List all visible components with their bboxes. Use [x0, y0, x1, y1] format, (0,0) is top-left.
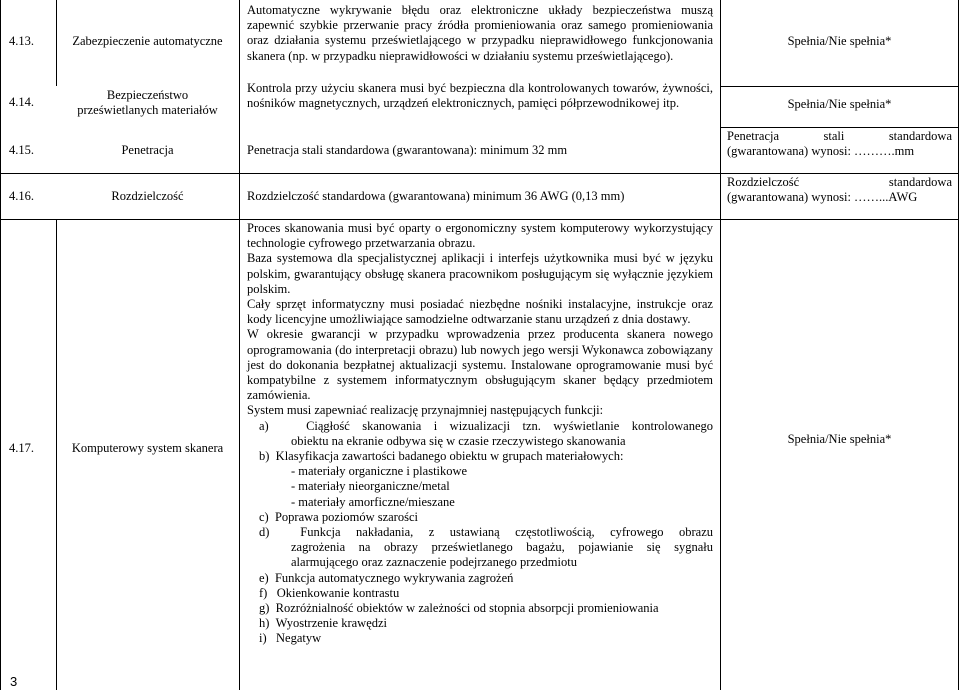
- row-answer-4-16-line1: Rozdzielczość standardowa: [727, 175, 952, 189]
- row-number-4-16: 4.16.: [9, 189, 34, 203]
- list-item-a: a) Ciągłość skanowania i wizualizacji tzn. wyświetlanie kontrolowanego: [259, 418, 713, 433]
- row-desc-4-17: [247, 221, 713, 647]
- row-name-4-17: Komputerowy system skanera: [71, 441, 224, 455]
- desc-paragraph-3: Cały sprzęt informatyczny musi posiadać niezbędne nośniki instalacyjne, instrukcje oraz kody licencyjne umożliwiające samodzielne odtwarzanie stanu urządzeń z dnia dostawy.: [247, 297, 713, 327]
- row-answer-4-13: Spełnia/Nie spełnia*: [787, 34, 892, 48]
- desc-paragraph-2: Baza systemowa dla specjalistycznej aplikacji i interfejs użytkownika musi być w języku polskim, gwarantujący obsługę skanera pracownikom posługującym się wyłącznie językiem polskim.: [247, 251, 713, 296]
- grid-right-border: [958, 0, 959, 690]
- page-number: 3: [10, 674, 18, 689]
- list-item-a-cont: obiektu na ekranie odbywa się w czasie rzeczywistego skanowania: [291, 433, 626, 448]
- grid-row-divider-416: [0, 219, 959, 220]
- row-answer-4-16-line2: (gwarantowana) wynosi: ……...AWG: [727, 190, 918, 205]
- list-item-d-cont-1: zagrożenia na obrazy prześwietlanego bagażu, pojawianie się sygnału: [291, 540, 713, 555]
- row-name-4-14-line1: Bezpieczeństwo: [106, 88, 189, 102]
- row-answer-4-15-line2: (gwarantowana) wynosi: ……….mm: [727, 144, 915, 159]
- list-item-d-cont-2: alarmującego oraz zaznaczenie podejrzanego przedmiotu: [291, 555, 577, 570]
- grid-row-divider-413: [720, 86, 959, 87]
- list-item-g: g) Rozróżnialność obiektów w zależności od stopnia absorpcji promieniowania: [259, 601, 659, 616]
- list-item-b-sub-1: - materiały organiczne i plastikowe: [291, 464, 468, 479]
- row-name-4-14-line2: prześwietlanych materiałów: [77, 103, 218, 118]
- grid-col2-divider: [239, 0, 240, 690]
- desc-paragraph-4: W okresie gwarancji w przypadku wprowadzenia przez producenta skanera nowego oprogramowania (do interpretacji obrazu) lub nowych jego wersji Wykonawca zobowiązany jest do dokonania bezpłatnej aktualizacji systemu. Instalowane oprogramowanie musi być kompatybilne z systemem informatycznym obsługującym skaner będący przedmiotem zamówienia.: [247, 327, 713, 403]
- desc-paragraph-1: Proces skanowania musi być oparty o ergonomiczny system komputerowy wykorzystujący technologie cyfrowego przetwarzania obrazu.: [247, 221, 713, 251]
- list-item-b-sub-3: - materiały amorficzne/mieszane: [291, 494, 455, 509]
- grid-left-border: [0, 0, 1, 690]
- row-number-4-15: 4.15.: [9, 143, 34, 157]
- list-item-d: d) Funkcja nakładania, z ustawianą częstotliwością, cyfrowego obrazu: [259, 525, 713, 540]
- row-answer-4-14: Spełnia/Nie spełnia*: [787, 97, 892, 111]
- grid-row-divider-415: [0, 173, 959, 174]
- list-item-e: e) Funkcja automatycznego wykrywania zagrożeń: [259, 570, 514, 585]
- list-item-b-sub-2: - materiały nieorganiczne/metal: [291, 479, 450, 494]
- list-item-c: c) Poprawa poziomów szarości: [259, 509, 418, 524]
- desc-paragraph-5: System musi zapewniać realizację przynajmniej następujących funkcji:: [247, 403, 604, 418]
- list-item-f: f) Okienkowanie kontrastu: [259, 585, 400, 600]
- row-answer-4-17: Spełnia/Nie spełnia*: [787, 432, 892, 446]
- row-number-4-14: 4.14.: [9, 95, 34, 109]
- row-desc-4-16: Rozdzielczość standardowa (gwarantowana) minimum 36 AWG (0,13 mm): [247, 189, 625, 203]
- row-name-4-13: Zabezpieczenie automatyczne: [72, 34, 223, 48]
- row-desc-4-13: Automatyczne wykrywanie błędu oraz elektroniczne układy bezpieczeństwa muszą zapewnić szybkie przerwanie pracy źródła promieniowania oraz samego promieniowania oraz działania systemu prześwietlającego w przypadku nieprawidłowego funkcjonowania skanera (np. w przypadku nieprawidłowości w działaniu systemu prześwietlającego).: [247, 3, 713, 63]
- list-item-i: i) Negatyw: [259, 631, 322, 646]
- list-item-b: b) Klasyfikacja zawartości badanego obiektu w grupach materiałowych:: [259, 449, 624, 464]
- row-number-4-13: 4.13.: [9, 34, 34, 48]
- row-name-4-16: Rozdzielczość: [111, 189, 184, 203]
- row-answer-4-16: [727, 175, 952, 205]
- row-number-4-17: 4.17.: [9, 441, 34, 455]
- row-desc-4-15: Penetracja stali standardowa (gwarantowana): minimum 32 mm: [247, 143, 568, 157]
- list-item-h: h) Wyostrzenie krawędzi: [259, 616, 388, 631]
- row-answer-4-15-line1: Penetracja stali standardowa: [727, 129, 952, 143]
- row-name-4-15: Penetracja: [121, 143, 174, 157]
- row-answer-4-15: [727, 129, 952, 159]
- row-desc-4-14: Kontrola przy użyciu skanera musi być bezpieczna dla kontrolowanych towarów, żywności, nośników magnetycznych, urządzeń elektronicznych, pamięci półprzewodnikowej itp.: [247, 81, 713, 111]
- row-name-4-14: [57, 88, 238, 118]
- grid-row-divider-414: [720, 127, 959, 128]
